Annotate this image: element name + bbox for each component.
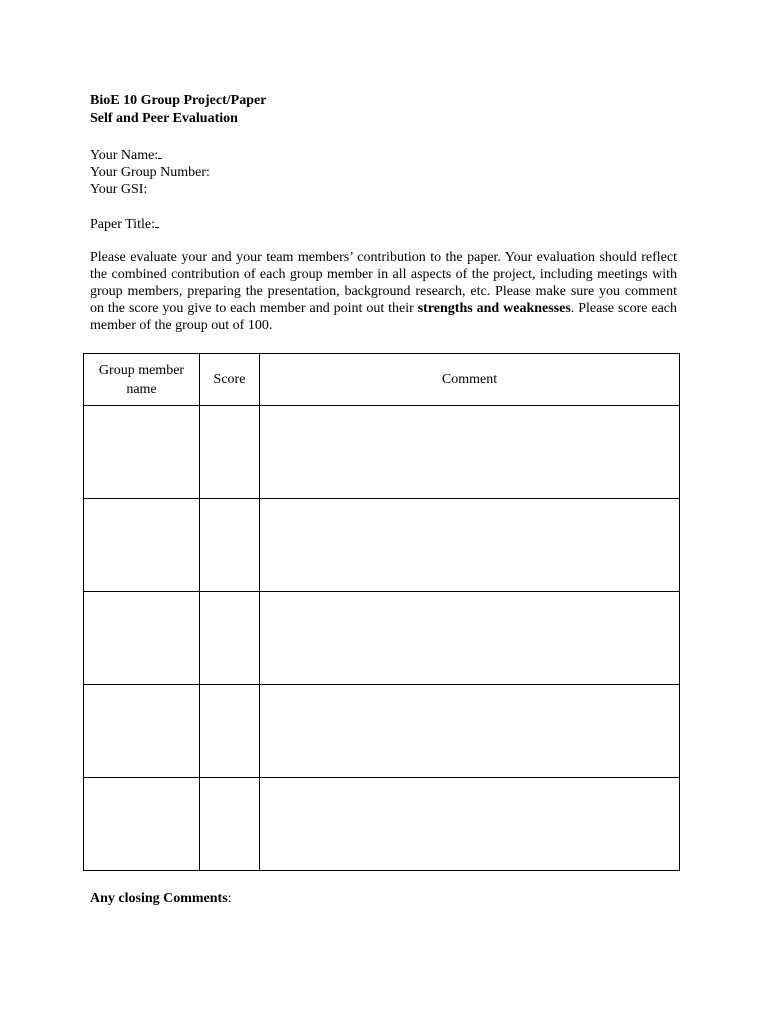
table-row (84, 592, 680, 685)
score-cell[interactable] (200, 406, 260, 499)
student-info-fields (90, 146, 210, 198)
header-group-member-name: Group member name (84, 354, 200, 406)
comment-cell[interactable] (260, 406, 680, 499)
table-row (84, 406, 680, 499)
comment-cell[interactable] (260, 685, 680, 778)
score-cell[interactable] (200, 685, 260, 778)
member-name-cell[interactable] (84, 592, 200, 685)
title-line-course: BioE 10 Group Project/Paper (90, 93, 267, 108)
score-cell[interactable] (200, 592, 260, 685)
gsi-label: Your GSI: (90, 182, 148, 197)
member-name-cell[interactable] (84, 778, 200, 871)
comment-cell[interactable] (260, 499, 680, 592)
member-name-cell[interactable] (84, 499, 200, 592)
table-row (84, 778, 680, 871)
comment-cell[interactable] (260, 592, 680, 685)
comment-cell[interactable] (260, 778, 680, 871)
your-name-blank[interactable] (158, 146, 162, 159)
paper-title-label: Paper Title: (90, 217, 155, 232)
header-comment: Comment (260, 354, 680, 406)
instructions-emphasis: strengths and weaknesses (417, 301, 571, 316)
member-name-cell[interactable] (84, 406, 200, 499)
table-row (84, 685, 680, 778)
closing-comments-colon: : (227, 891, 232, 906)
instructions-paragraph (90, 249, 677, 334)
score-cell[interactable] (200, 778, 260, 871)
member-name-cell[interactable] (84, 685, 200, 778)
group-number-field[interactable] (90, 164, 210, 181)
closing-comments-field[interactable] (90, 890, 232, 907)
your-name-field[interactable] (90, 146, 210, 164)
table-header-row (84, 354, 680, 406)
instructions-text-1: Please evaluate your and your team members’ contribution to the paper. Your evaluation should reflect the combined contribution of each group member in all aspects of the project, including meetings with group members, preparing the presentation, background research, etc. Please make sure you comment on the score you give to each member and point out their (90, 250, 677, 316)
group-number-label: Your Group Number: (90, 165, 210, 180)
instructions-text-2: . Please score each member of the group out of 100. (90, 301, 678, 333)
score-cell[interactable] (200, 499, 260, 592)
gsi-field[interactable] (90, 181, 210, 198)
document-title (90, 92, 266, 128)
paper-title-field[interactable] (90, 215, 159, 233)
your-name-label: Your Name: (90, 148, 159, 163)
table-row (84, 499, 680, 592)
paper-title-blank[interactable] (155, 215, 159, 228)
header-score: Score (200, 354, 260, 406)
title-line-evaluation: Self and Peer Evaluation (90, 111, 238, 126)
evaluation-table (83, 353, 680, 871)
closing-comments-label: Any closing Comments (90, 891, 228, 906)
